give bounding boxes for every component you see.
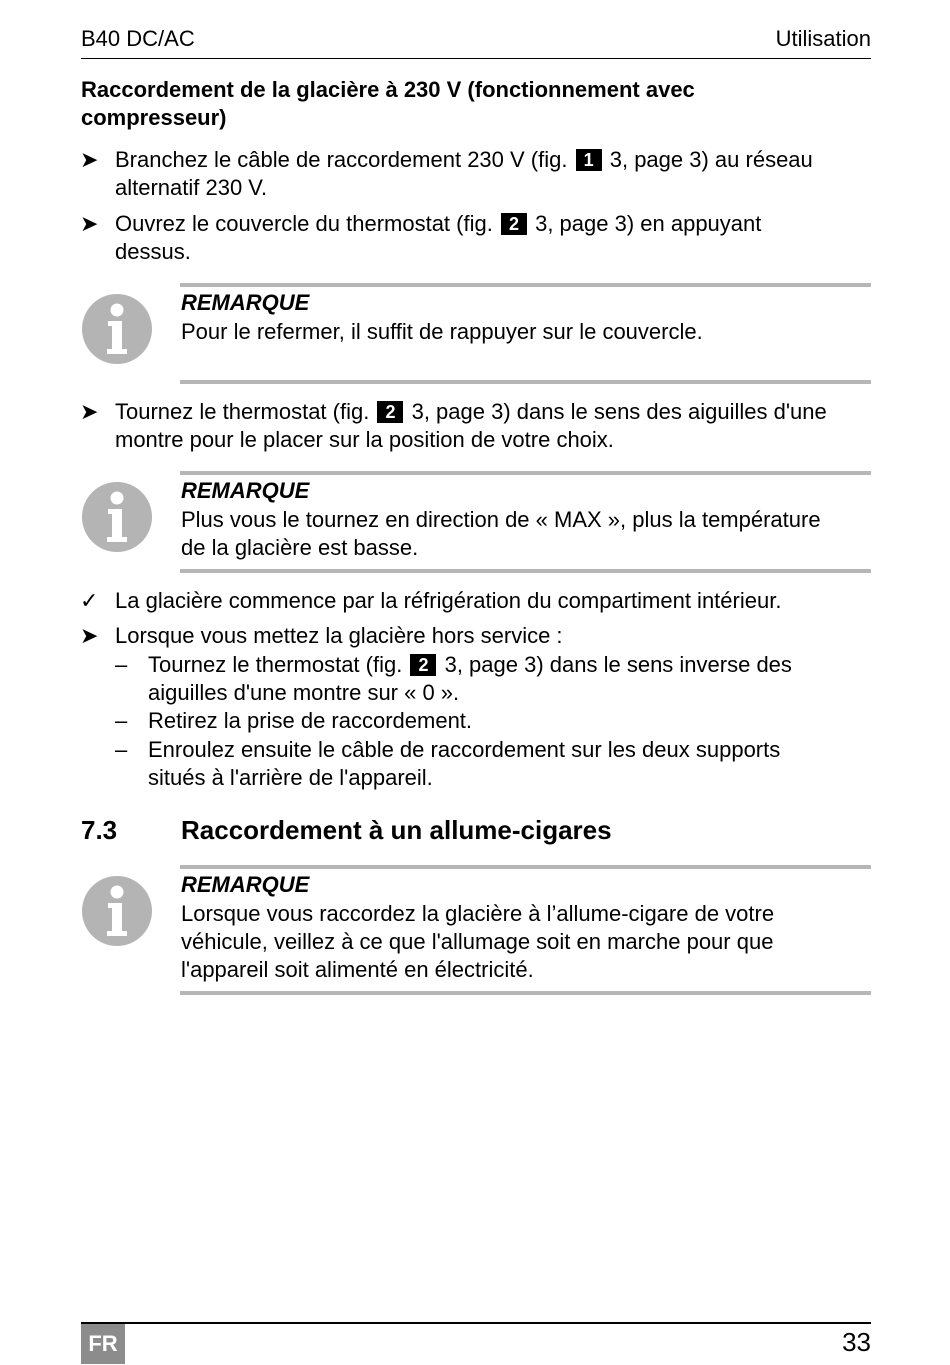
note-title: REMARQUE	[181, 290, 310, 315]
result-text: La glacière commence par la réfrigération du compartiment intérieur.	[115, 588, 782, 613]
language-badge: FR	[81, 1324, 125, 1364]
figure-ref-badge: 2	[410, 654, 436, 676]
note-rule-top	[180, 471, 871, 475]
step-1-line-1	[115, 146, 813, 175]
figure-ref-badge: 2	[377, 401, 403, 423]
note-rule-top	[180, 865, 871, 869]
step-2-text-a: Ouvrez le couvercle du thermostat (fig.	[115, 211, 493, 236]
step-arrow-icon: ➤	[80, 623, 99, 648]
page-header	[81, 24, 871, 59]
dash-bullet: –	[115, 708, 128, 733]
sub-step-1-line-2: aiguilles d'une montre sur « 0 ».	[148, 680, 460, 705]
sub-step-3-line-2: situés à l'arrière de l'appareil.	[148, 765, 433, 790]
step-3-text-a: Tournez le thermostat (fig.	[115, 399, 370, 424]
step-2-line-2: dessus.	[115, 239, 191, 264]
sub-step-1-line-1	[148, 651, 792, 680]
dash-bullet: –	[115, 737, 128, 762]
section-title-line-1: Raccordement de la glacière à 230 V (fonctionnement avec	[81, 77, 695, 102]
step-4-text: Lorsque vous mettez la glacière hors service :	[115, 623, 563, 648]
figure-ref-badge: 1	[576, 149, 602, 171]
step-3-line-1	[115, 398, 827, 427]
step-arrow-icon: ➤	[80, 147, 99, 172]
note-title: REMARQUE	[181, 872, 310, 897]
step-2-text-b: 3, page 3) en appuyant	[535, 211, 762, 236]
footer-rule	[81, 1322, 871, 1324]
sub-step-2-text: Retirez la prise de raccordement.	[148, 708, 473, 733]
section-heading: Raccordement à un allume-cigares	[181, 815, 612, 845]
section-title-line-2: compresseur)	[81, 105, 227, 130]
note-text-line: Pour le refermer, il suffit de rappuyer sur le couvercle.	[181, 319, 703, 344]
model-name: B40 DC/AC	[81, 26, 195, 51]
step-1-text-a: Branchez le câble de raccordement 230 V (fig.	[115, 147, 568, 172]
note-rule-bottom	[180, 380, 871, 384]
page-number: 33	[842, 1327, 871, 1357]
step-2-line-1	[115, 210, 761, 239]
note-text-line: de la glacière est basse.	[181, 535, 419, 560]
note-rule-top	[180, 283, 871, 287]
checkmark-icon: ✓	[80, 588, 99, 613]
step-1-text-b: 3, page 3) au réseau	[609, 147, 813, 172]
info-icon	[81, 293, 153, 365]
step-arrow-icon: ➤	[80, 399, 99, 424]
chapter-name: Utilisation	[775, 26, 871, 51]
sub-step-3-line-1: Enroulez ensuite le câble de raccordement sur les deux supports	[148, 737, 781, 762]
sub-step-1-text-a: Tournez le thermostat (fig.	[148, 652, 403, 677]
info-icon	[81, 875, 153, 947]
step-3-line-2: montre pour le placer sur la position de votre choix.	[115, 427, 614, 452]
note-rule-bottom	[180, 991, 871, 995]
note-text-line: véhicule, veillez à ce que l'allumage soit en marche pour que	[181, 929, 774, 954]
note-rule-bottom	[180, 569, 871, 573]
note-text-line: Lorsque vous raccordez la glacière à l’allume-cigare de votre	[181, 901, 775, 926]
info-icon	[81, 481, 153, 553]
figure-ref-badge: 2	[501, 213, 527, 235]
step-3-text-b: 3, page 3) dans le sens des aiguilles d'une	[411, 399, 827, 424]
note-text-line: l'appareil soit alimenté en électricité.	[181, 957, 534, 982]
step-1-line-2: alternatif 230 V.	[115, 175, 268, 200]
dash-bullet: –	[115, 652, 128, 677]
note-text-line: Plus vous le tournez en direction de « MAX », plus la température	[181, 507, 821, 532]
section-number: 7.3	[81, 815, 118, 845]
note-title: REMARQUE	[181, 478, 310, 503]
step-arrow-icon: ➤	[80, 211, 99, 236]
sub-step-1-text-b: 3, page 3) dans le sens inverse des	[444, 652, 792, 677]
